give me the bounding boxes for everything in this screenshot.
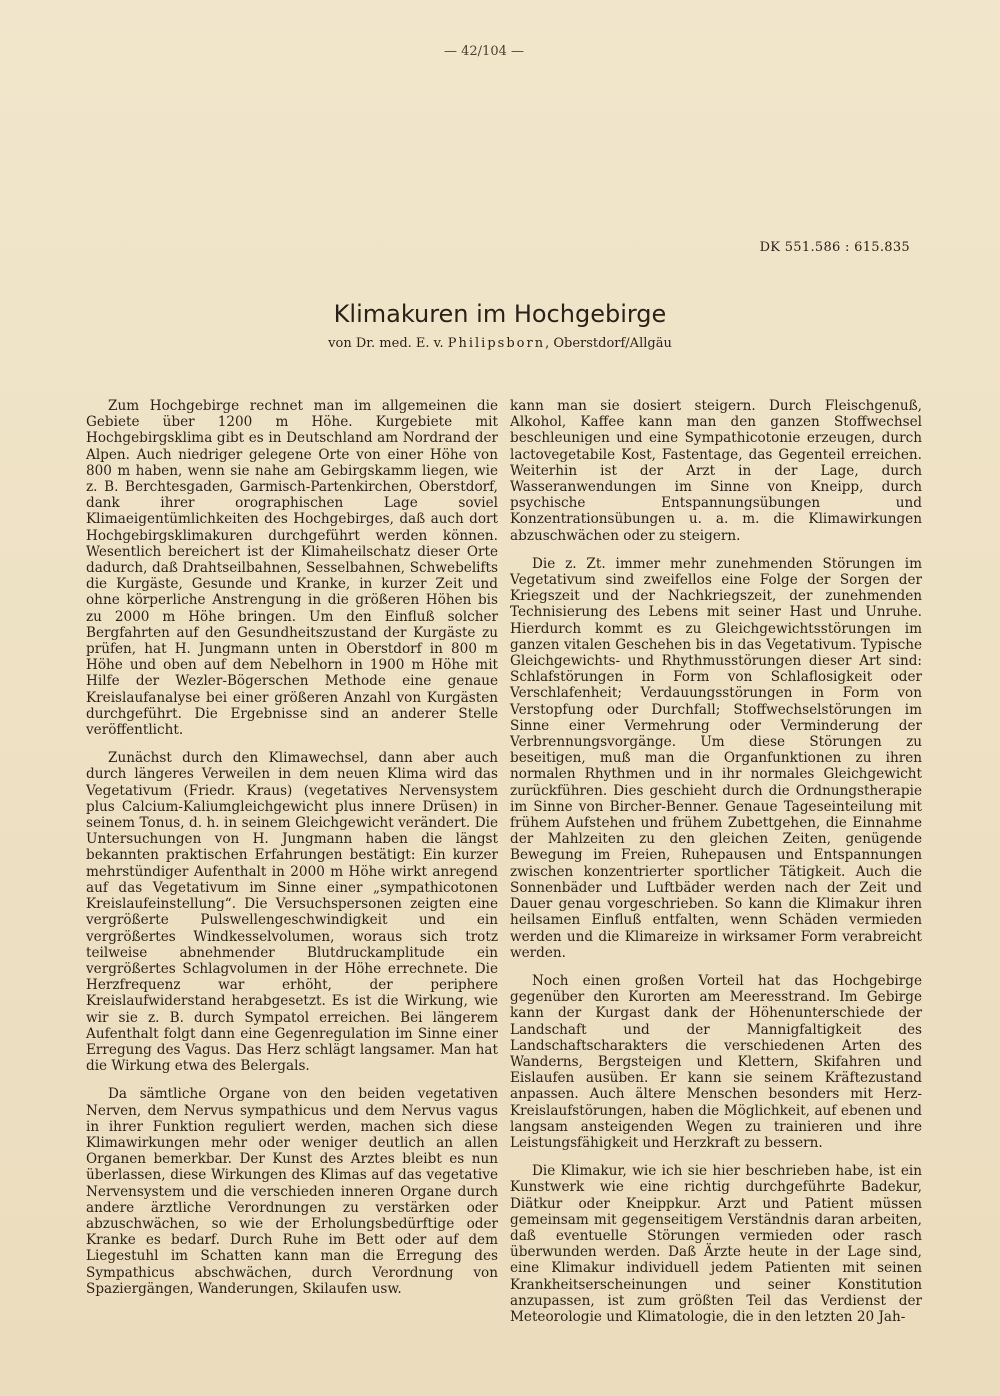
- paragraph: kann man sie dosiert steigern. Durch Fleischgenuß, Alkohol, Kaffee kann man den ganzen Stoffwechsel beschleunigen und eine Sympathicotonie erzeugen, durch lactovegetabile Kost, Fastentage, das Gegenteil erreichen. Weiterhin ist der Arzt in der Lage, durch Wasseranwendungen im Sinne von Kneipp, durch psychische Entspannungsübungen und Konzentrationsübungen u. a. m. die Klimawirkungen abzuschwächen oder zu steigern.: [510, 398, 922, 544]
- author-prefix: von Dr. med. E. v.: [328, 336, 444, 351]
- paragraph: Die z. Zt. immer mehr zunehmenden Störungen im Vegetativum sind zweifellos eine Folge der Sorgen der Kriegszeit und der Nachkriegszeit, der zunehmenden Technisierung des Lebens mit seiner Hast und Unruhe. Hierdurch kommt es zu Gleichgewichtsstörungen im ganzen vitalen Geschehen bis in das Vegetativum. Typische Gleichgewichts- und Rhythmusstörungen dieser Art sind: Schlafstörungen in Form von Schlaflosigkeit oder Verschlafenheit; Verdauungsstörungen in Form von Verstopfung oder Durchfall; Stoffwechselstörungen im Sinne einer Vermehrung oder Verminderung der Verbrennungsvorgänge. Um diese Störungen zu beseitigen, muß man die Organfunktionen zu ihren normalen Rhythmen und in ihr normales Gleichgewicht zurückführen. Dies geschieht durch die Ordnungstherapie im Sinne von Bircher-Benner. Genaue Tageseinteilung mit frühem Aufstehen und frühem Zubettgehen, die Einnahme der Mahlzeiten zu den gleichen Zeiten, genügende Bewegung im Freien, Ruhepausen und Entspannungen zwischen konzentrierter sportlicher Tätigkeit. Auch die Sonnenbäder und Luftbäder werden nach der Zeit und Dauer genau vorgeschrieben. So kann die Klimakur ihren heilsamen Einfluß entfalten, wenn Schäden vermieden werden und die Klimareize in wirksamer Form verabreicht werden.: [510, 555, 922, 961]
- page-number: — 42/104 —: [444, 44, 524, 59]
- paragraph: Noch einen großen Vorteil hat das Hochgebirge gegenüber den Kurorten am Meeresstrand. Im Gebirge kann der Kurgast dank der Höhenunterschiede der Landschaft und der Mannigfaltigkeit des Landschaftscharakters die verschiedenen Arten des Wanderns, Bergsteigen und Klettern, Skifahren und Eislaufen ausüben. Er kann sie seinem Kräftezustand anpassen. Auch ältere Menschen besonders mit Herz-Kreislaufstörungen, haben die Möglichkeit, auf ebenen und langsam ansteigenden Wegen zu trainieren und ihre Leistungsfähigkeit und Herzkraft zu bessern.: [510, 972, 922, 1151]
- paragraph: Zunächst durch den Klimawechsel, dann aber auch durch längeres Verweilen in dem neuen Klima wird das Vegetativum (Friedr. Kraus) (vegetatives Nervensystem plus Calcium-Kaliumgleichgewicht plus innere Drüsen) in seinem Tonus, d. h. in seinem Gleichgewicht verändert. Die Untersuchungen von H. Jungmann haben die längst bekannten praktischen Erfahrungen bestätigt: Ein kurzer mehrstündiger Aufenthalt in 2000 m Höhe wirkt anregend auf das Vegetativum im Sinne einer „sympathicotonen Kreislaufeinstellung“. Die Versuchspersonen zeigten eine vergrößerte Pulswellengeschwindigkeit und ein vergrößertes Windkesselvolumen, woraus sich trotz teilweise abnehmender Blutdruckamplitude ein vergrößertes Schlagvolumen in der Höhe errechnete. Die Herzfrequenz war erhöht, der periphere Kreislaufwiderstand herabgesetzt. Es ist die Wirkung, wie wir sie z. B. durch Sympatol erreichen. Bei längerem Aufenthalt folgt dann eine Gegenregulation im Sinne einer Erregung des Vagus. Das Herz schlägt langsamer. Man hat die Wirkung etwa des Belergals.: [86, 750, 498, 1075]
- paragraph: Da sämtliche Organe von den beiden vegetativen Nerven, dem Nervus sympathicus und dem Nervus vagus in ihrer Funktion reguliert werden, machen sich diese Klimawirkungen mehr oder weniger deutlich an allen Organen bemerkbar. Der Kunst des Arztes bleibt es nun überlassen, diese Wirkungen des Klimas auf das vegetative Nervensystem und die verschieden inneren Organe durch andere ärztliche Verordnungen zu verstärken oder abzuschwächen, so wie der Erholungsbedürftige oder Kranke es bedarf. Durch Ruhe im Bett oder auf dem Liegestuhl im Schatten kann man die Erregung des Sympathicus abschwächen, durch Verordnung von Spaziergängen, Wanderungen, Skilaufen usw.: [86, 1086, 498, 1297]
- author-name: Philipsborn: [447, 336, 546, 351]
- paragraph: Die Klimakur, wie ich sie hier beschrieben habe, ist ein Kunstwerk wie eine richtig durchgeführte Badekur, Diätkur oder Kneippkur. Arzt und Patient müssen gemeinsam mit gegenseitigem Verständnis daran arbeiten, daß eventuelle Störungen vermieden oder rasch überwunden werden. Daß Ärzte heute in der Lage sind, eine Klimakur individuell jedem Patienten mit seinen Krankheitserscheinungen und seiner Konstitution anzupassen, ist zum größten Teil das Verdienst der Meteorologie und Klimatologie, die in den letzten 20 Jah-: [510, 1163, 922, 1325]
- author-location: , Oberstdorf/Allgäu: [545, 336, 672, 351]
- left-column: [86, 398, 498, 1309]
- article-title: Klimakuren im Hochgebirge: [333, 300, 667, 329]
- paragraph: Zum Hochgebirge rechnet man im allgemeinen die Gebiete über 1200 m Höhe. Kurgebiete mit Hochgebirgsklima gibt es in Deutschland am Nordrand der Alpen. Auch niedriger gelegene Orte von einer Höhe von 800 m haben, wenn sie nahe am Gebirgskamm liegen, wie z. B. Berchtesgaden, Garmisch-Partenkirchen, Oberstdorf, dank ihrer orographischen Lage soviel Klimaeigentümlichkeiten des Hochgebirges, daß auch dort Hochgebirgsklimakuren durchgeführt werden können. Wesentlich bereichert ist der Klimaheilschatz dieser Orte dadurch, daß Drahtseilbahnen, Sesselbahnen, Schwebelifts die Kurgäste, Gesunde und Kranke, in kurzer Zeit und ohne körperliche Anstrengung in die größeren Höhen bis zu 2000 m Höhe bringen. Um den Einfluß solcher Bergfahrten auf den Gesundheitszustand der Kurgäste zu prüfen, hat H. Jungmann unten in Oberstdorf in 800 m Höhe und oben auf dem Nebelhorn in 1900 m Höhe mit Hilfe der Wezler-Bögerschen Methode eine genaue Kreislaufanalyse bei einer größeren Anzahl von Kurgästen durchgeführt. Die Ergebnisse sind an anderer Stelle veröffentlicht.: [86, 398, 498, 739]
- right-column: [510, 398, 922, 1337]
- author-line: [0, 336, 1000, 351]
- dk-classification: DK 551.586 : 615.835: [759, 240, 910, 255]
